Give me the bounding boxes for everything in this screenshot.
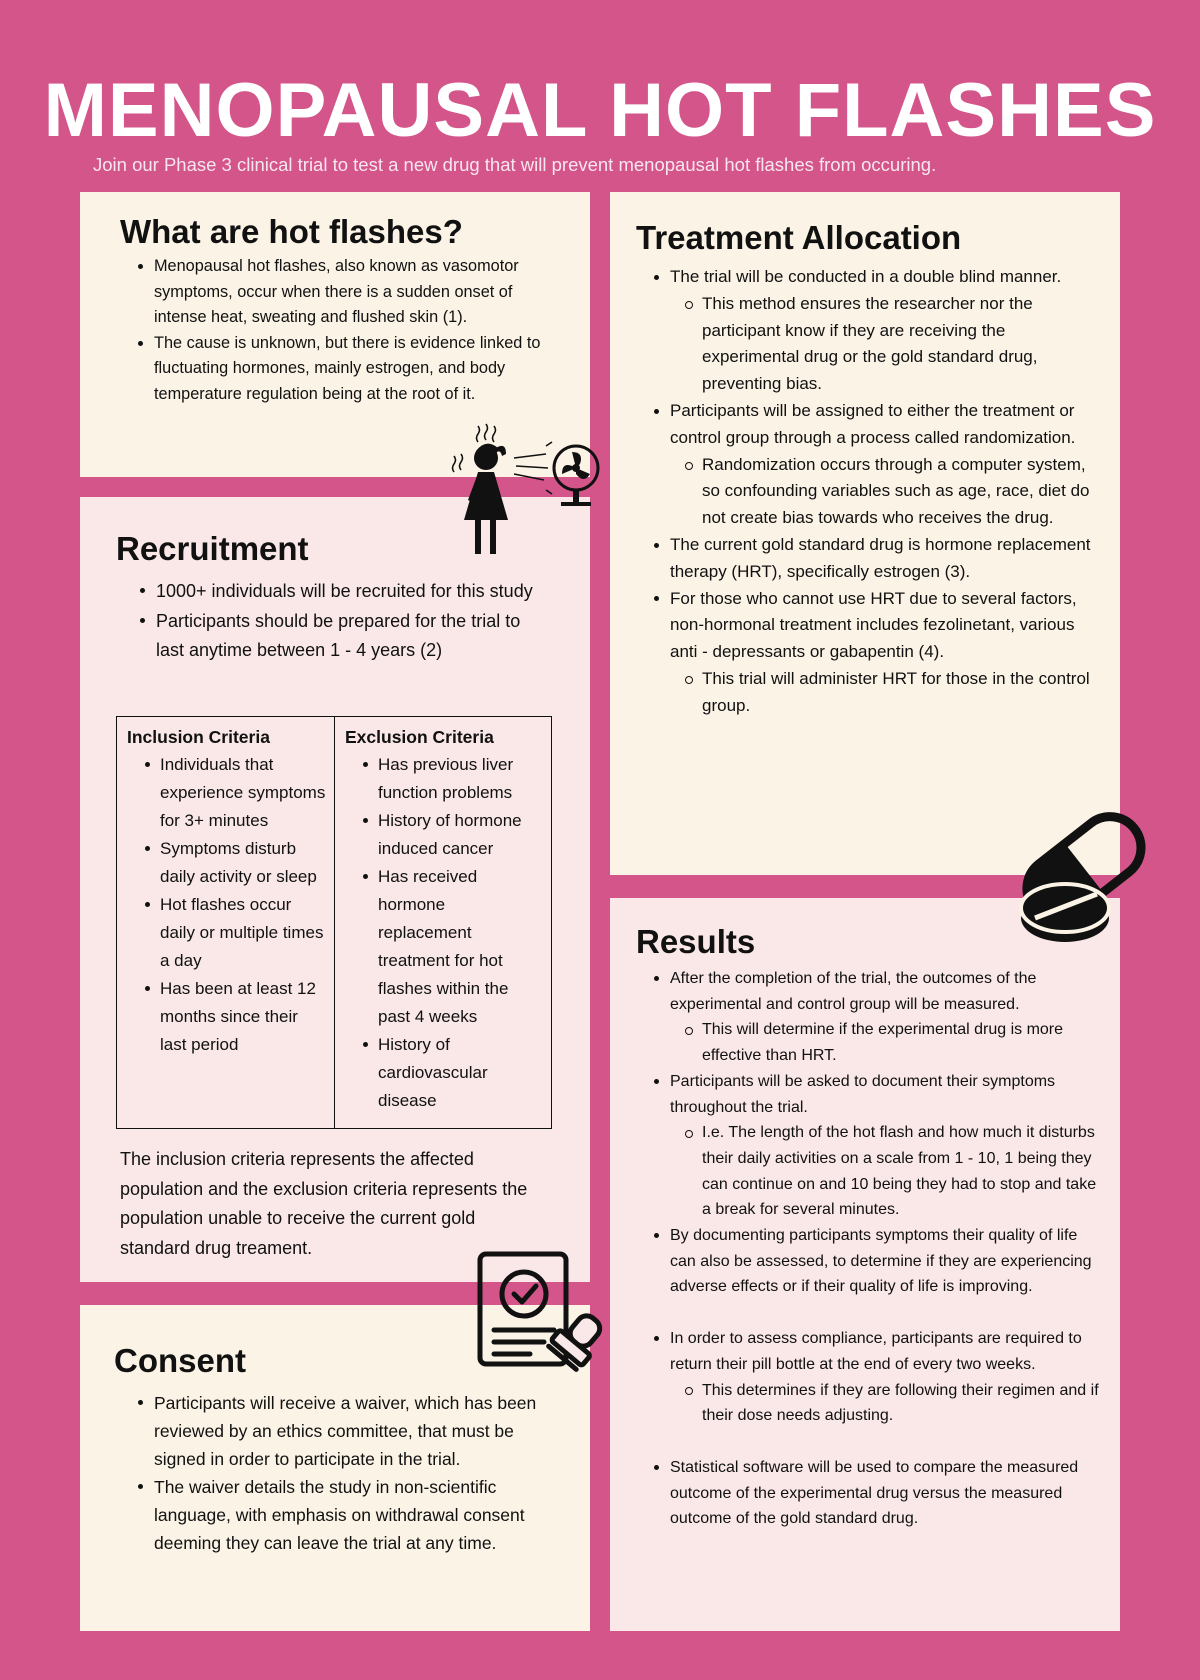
sub-list-item: This method ensures the researcher nor the participant know if they are receiving the experimental drug or the gold standard drug, preventing bias.	[684, 291, 1097, 398]
what-list	[136, 254, 556, 407]
list-item: For those who cannot use HRT due to several factors, non-hormonal treatment includes fezolinetant, various anti - depressants or gabapentin (4). This trial will administer HRT for those in the control group.	[652, 586, 1097, 720]
list-item: In order to assess compliance, participants are required to return their pill bottle at the end of every two weeks. This determines if they are following their regimen and if their dose needs adjusting.	[652, 1326, 1102, 1429]
woman-hot-flash-fan-icon	[446, 416, 606, 576]
treatment-list	[652, 264, 1097, 720]
list-item: History of cardiovascular disease	[361, 1031, 543, 1115]
list-item: The current gold standard drug is hormone replacement therapy (HRT), specifically estrogen (3).	[652, 532, 1097, 586]
list-item: The cause is unknown, but there is evidence linked to fluctuating hormones, mainly estrogen, and body temperature regulation being at the root of it.	[136, 331, 556, 408]
treatment-allocation-panel	[610, 192, 1120, 875]
list-item: Hot flashes occur daily or multiple times a day	[143, 891, 326, 975]
list-item: Statistical software will be used to compare the measured outcome of the experimental drug versus the measured outcome of the gold standard drug.	[652, 1455, 1102, 1532]
list-item: History of hormone induced cancer	[361, 807, 543, 863]
results-panel	[610, 898, 1120, 1631]
sub-list-item: Randomization occurs through a computer system, so confounding variables such as age, race, diet do not create bias towards who receives the drug.	[684, 452, 1097, 532]
inclusion-title: Inclusion Criteria	[127, 727, 270, 747]
list-item: Has previous liver function problems	[361, 751, 543, 807]
list-item: By documenting participants symptoms their quality of life can also be assessed, to determine if they are experiencing adverse effects or if their quality of life is improving.	[652, 1223, 1102, 1300]
signed-document-stamp-icon	[474, 1248, 604, 1373]
list-item: Participants will receive a waiver, which has been reviewed by an ethics committee, that must be signed in order to participate in the trial.	[136, 1389, 556, 1473]
recruitment-note: The inclusion criteria represents the affected population and the exclusion criteria represents the population unable to receive the current gold standard drug treament.	[120, 1149, 528, 1258]
pill-capsule-tablet-icon	[1003, 790, 1163, 960]
results-title: Results	[636, 923, 756, 960]
consent-title: Consent	[114, 1342, 246, 1379]
list-item: Participants should be prepared for the trial to last anytime between 1 - 4 years (2)	[138, 607, 538, 666]
list-item: Has received hormone replacement treatment for hot flashes within the past 4 weeks	[361, 863, 543, 1031]
results-list	[652, 966, 1102, 1532]
exclusion-column	[334, 717, 551, 1128]
list-item: After the completion of the trial, the outcomes of the experimental and control group will be measured. This will determine if the experimental drug is more effective than HRT.	[652, 966, 1102, 1069]
list-item: The trial will be conducted in a double blind manner. This method ensures the researcher nor the participant know if they are receiving the experimental drug or the gold standard drug, preventing bias.	[652, 264, 1097, 398]
treatment-title: Treatment Allocation	[636, 219, 962, 256]
sub-list-item: I.e. The length of the hot flash and how much it disturbs their daily activities on a scale from 1 - 10, 1 being they can continue on and 10 being they had to stop and take a break for several minutes.	[684, 1120, 1102, 1223]
page-title: MENOPAUSAL HOT FLASHES	[43, 68, 1157, 153]
list-item: The waiver details the study in non-scientific language, with emphasis on withdrawal consent deeming they can leave the trial at any time.	[136, 1473, 556, 1557]
list-item: Symptoms disturb daily activity or sleep	[143, 835, 326, 891]
sub-list-item: This determines if they are following their regimen and if their dose needs adjusting.	[684, 1378, 1102, 1429]
recruitment-panel	[80, 497, 590, 1282]
list-item: Participants will be assigned to either the treatment or control group through a process called randomization. Randomization occurs through a computer system, so confounding variables such as age, race, diet do not create bias towards who receives the drug.	[652, 398, 1097, 532]
recruitment-list	[138, 577, 538, 666]
exclusion-title: Exclusion Criteria	[345, 727, 494, 747]
inclusion-column	[117, 717, 334, 1128]
recruitment-title: Recruitment	[116, 530, 309, 567]
list-item: Menopausal hot flashes, also known as vasomotor symptoms, occur when there is a sudden onset of intense heat, sweating and flushed skin (1).	[136, 254, 556, 331]
page-subtitle: Join our Phase 3 clinical trial to test a new drug that will prevent menopausal hot flashes from occuring.	[93, 154, 937, 175]
list-item: 1000+ individuals will be recruited for this study	[138, 577, 538, 607]
criteria-table	[116, 716, 552, 1129]
list-item: Participants will be asked to document their symptoms throughout the trial. I.e. The length of the hot flash and how much it disturbs their daily activities on a scale from 1 - 10, 1 being they can continue on and 10 being they had to stop and take a break for several minutes.	[652, 1069, 1102, 1223]
what-title: What are hot flashes?	[120, 213, 463, 250]
list-item: Individuals that experience symptoms for 3+ minutes	[143, 751, 326, 835]
consent-list	[136, 1389, 556, 1557]
sub-list-item: This will determine if the experimental drug is more effective than HRT.	[684, 1017, 1102, 1068]
list-item: Has been at least 12 months since their last period	[143, 975, 326, 1059]
sub-list-item: This trial will administer HRT for those in the control group.	[684, 666, 1097, 720]
